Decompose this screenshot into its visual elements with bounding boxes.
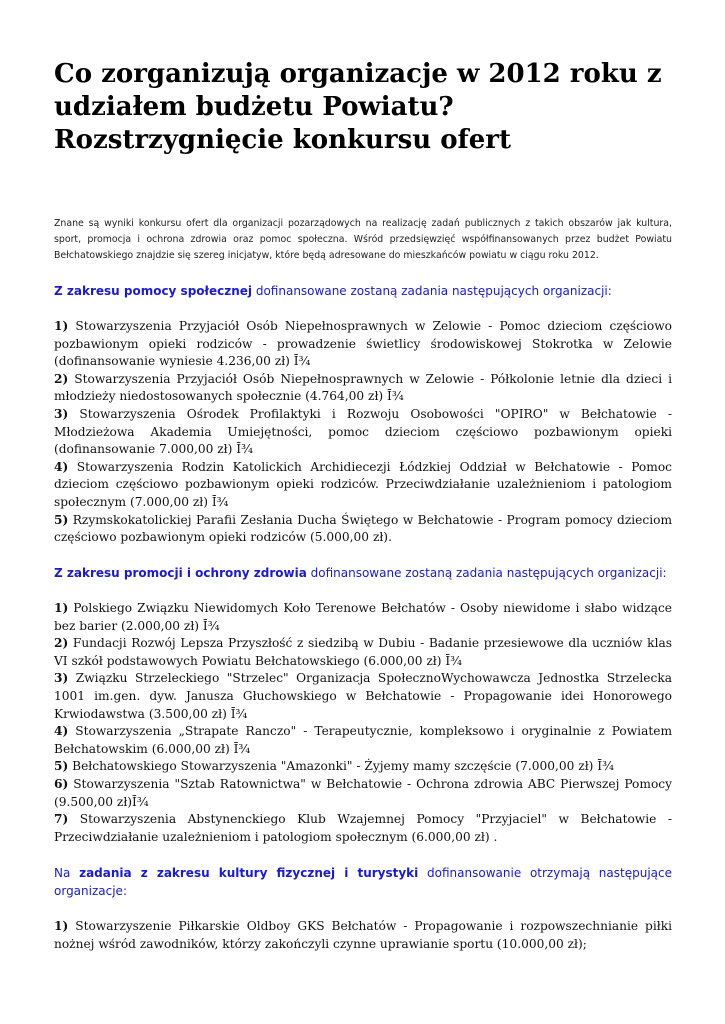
item-number: 1): [54, 319, 69, 333]
heading-rest: dofinansowane zostaną zadania następujących organizacji:: [252, 284, 612, 298]
item-number: 4): [54, 724, 69, 739]
list-item: [54, 670, 672, 723]
list-item: [54, 600, 672, 635]
section-heading: [54, 864, 672, 900]
item-number: 3): [54, 406, 69, 421]
item-text: Bełchatowskiego Stowarzyszenia "Amazonki" - Żyjemy mamy szczęście (7.000,00 zł) Ī¾: [68, 759, 614, 774]
item-text: Związku Strzeleckiego "Strzelec" Organizacja SpołecznoWychowawcza Jednostka Strzelecka 1001 im.gen. dyw. Janusza Głuchowskiego w Bełchatowie - Propagowanie idei Honorowego Krwiodawstwa (3.500,00 zł) Ī¾: [54, 671, 672, 721]
item-number: 1): [54, 601, 69, 615]
item-text: Polskiego Związku Niewidomych Koło Terenowe Bełchatów - Osoby niewidome i słabo widzące bez barier (2.000,00 zł) Ī¾: [54, 601, 672, 633]
item-number: 3): [54, 671, 69, 686]
item-text: Stowarzyszenia Przyjaciół Osób Niepełnosprawnych w Zelowie - Półkolonie letnie dla dzieci i młodzieży niedostosowanych społecznie (4.764,00 zł) Ī¾: [54, 371, 672, 404]
item-text: Stowarzyszenie Piłkarskie Oldboy GKS Bełchatów - Propagowanie i rozpowszechnianie piłki nożnej wśród zawodników, którzy zakończyli czynne uprawianie sportu (10.000,00 zł);: [54, 919, 672, 951]
item-text: Stowarzyszenia Przyjaciół Osób Niepełnosprawnych w Zelowie - Pomoc dzieciom częściowo pozbawionym opieki rodziców - prowadzenie świetlicy środowiskowej Stokrotka w Zelowie (dofinansowanie wyniesie 4.236,00 zł) Ī¾: [54, 319, 672, 369]
item-text: Stowarzyszenia Rodzin Katolickich Archidiecezji Łódzkiej Oddział w Bełchatowie - Pomoc dzieciom częściowo pozbawionym opieki rodziców. Przeciwdziałanie uzależnieniom i patologiom społecznym (7.000,00 zł) Ī¾: [54, 459, 672, 509]
item-text: Stowarzyszenia „Strapate Ranczo" - Terapeutycznie, kompleksowo i oryginalnie z Powiatem Bełchatowskim (6.000,00 zł) Ī¾: [54, 724, 672, 756]
item-text: Rzymskokatolickiej Parafii Zesłania Ducha Świętego w Bełchatowie - Program pomocy dzieciom częściowo pozbawionym opieki rodziców (5.000,00 zł).: [54, 512, 672, 545]
page-title: Co zorganizują organizacje w 2012 roku z udziałem budżetu Powiatu? Rozstrzygnięcie konkursu ofert: [54, 59, 662, 155]
list-item: [54, 723, 672, 758]
list-item: [54, 459, 672, 512]
section-heading: [54, 282, 672, 300]
list-item: [54, 512, 672, 547]
list-item: [54, 635, 672, 670]
list-item: [54, 371, 672, 406]
item-text: Stowarzyszenia Abstynenckiego Klub Wzajemnej Pomocy "Przyjaciel" w Bełchatowie - Przeciwdziałanie uzależnieniom i patologiom społecznym (6.000,00 zł) .: [54, 812, 672, 844]
heading-rest: dofinansowane zostaną zadania następujących organizacji:: [306, 566, 667, 580]
list-item: [54, 318, 672, 371]
list-item: [54, 918, 672, 953]
section-heading: [54, 564, 672, 582]
item-number: 1): [54, 919, 69, 933]
item-text: Fundacji Rozwój Lepsza Przyszłość z siedzibą w Dubiu - Badanie przesiewowe dla uczniów klas VI szkół podstawowych Powiatu Bełchatowskiego (6.000,00 zł) Ī¾: [54, 636, 672, 668]
section-health: [54, 564, 672, 846]
item-text: Stowarzyszenia "Sztab Ratownictwa" w Bełchatowie - Ochrona zdrowia ABC Pierwszej Pomocy (9.500,00 zł)Ī¾: [54, 776, 672, 809]
heading-rest: dofinansowanie otrzymają następujące organizacje:: [54, 866, 672, 898]
heading-prefix: Na: [54, 866, 80, 880]
item-number: 2): [54, 371, 69, 386]
item-number: 7): [54, 812, 69, 827]
section-sport-tourism: [54, 864, 672, 953]
heading-bold: zadania z zakresu kultury fizycznej i turystyki: [79, 866, 419, 880]
list-item: [54, 406, 672, 459]
list-item: [54, 811, 672, 846]
intro-paragraph: Znane są wyniki konkursu ofert dla organizacji pozarządowych na realizację zadań publicznych z takich obszarów jak kultura, sport, promocja i ochrona zdrowia oraz pomoc społeczna. Wśród przedsięwzięć współfinansowanych przez budżet Powiatu Bełchatowskiego znajdzie się szereg inicjatyw, które będą adresowane do mieszkańców powiatu w ciągu roku 2012.: [54, 218, 672, 261]
item-number: 5): [54, 759, 69, 774]
heading-bold: Z zakresu pomocy społecznej: [54, 284, 253, 298]
list-item: [54, 776, 672, 811]
item-number: 4): [54, 459, 69, 474]
item-number: 2): [54, 636, 69, 651]
item-number: 6): [54, 776, 69, 791]
heading-bold: Z zakresu promocji i ochrony zdrowia: [54, 566, 307, 580]
item-number: 5): [54, 512, 69, 527]
list-item: [54, 758, 672, 776]
item-text: Stowarzyszenia Ośrodek Profilaktyki i Rozwoju Osobowości "OPIRO" w Bełchatowie - Młodzieżowa Akademia Umiejętności, pomoc dzieciom częściowo pozbawionym opieki (dofinansowanie 7.000,00 zł) Ī¾: [54, 406, 672, 457]
section-social-help: [54, 282, 672, 547]
